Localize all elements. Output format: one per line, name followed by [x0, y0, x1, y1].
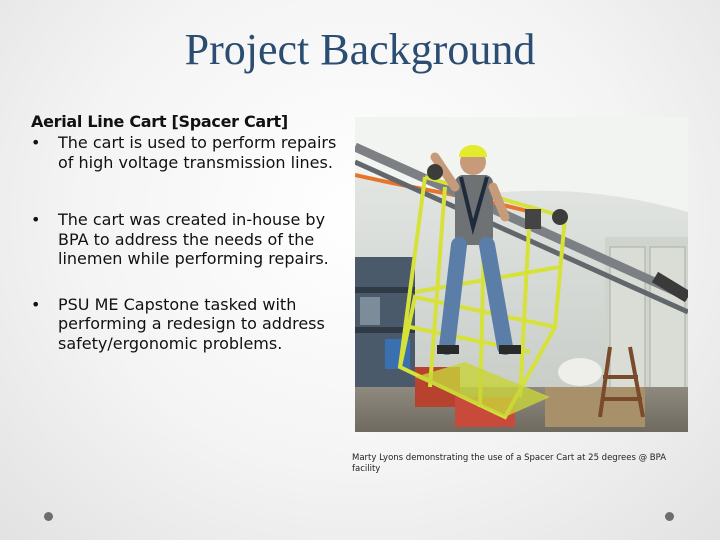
- bullet-marker: •: [31, 133, 41, 152]
- bullet-item: [31, 295, 351, 354]
- text-block: [31, 112, 351, 353]
- bullet-text: The cart was created in-house by BPA to address the needs of the linemen while performing repairs.: [58, 210, 329, 268]
- spacer-cart-photo: [355, 117, 688, 432]
- bullet-marker: •: [31, 210, 41, 229]
- bullet-item: [31, 210, 351, 269]
- photo-caption: Marty Lyons demonstrating the use of a Spacer Cart at 25 degrees @ BPA facility: [352, 453, 667, 474]
- section-heading: Aerial Line Cart [Spacer Cart]: [31, 112, 288, 131]
- slide-title: Project Background: [184, 25, 536, 74]
- slide-corner-dot-right: [665, 512, 674, 521]
- slide-corner-dot-left: [44, 512, 53, 521]
- bullet-item: [31, 133, 351, 172]
- bullet-marker: •: [31, 294, 41, 314]
- bullet-text: PSU ME Capstone tasked with performing a redesign to address safety/ergonomic problems.: [58, 294, 325, 353]
- bullet-text: The cart is used to perform repairs of high voltage transmission lines.: [58, 133, 337, 172]
